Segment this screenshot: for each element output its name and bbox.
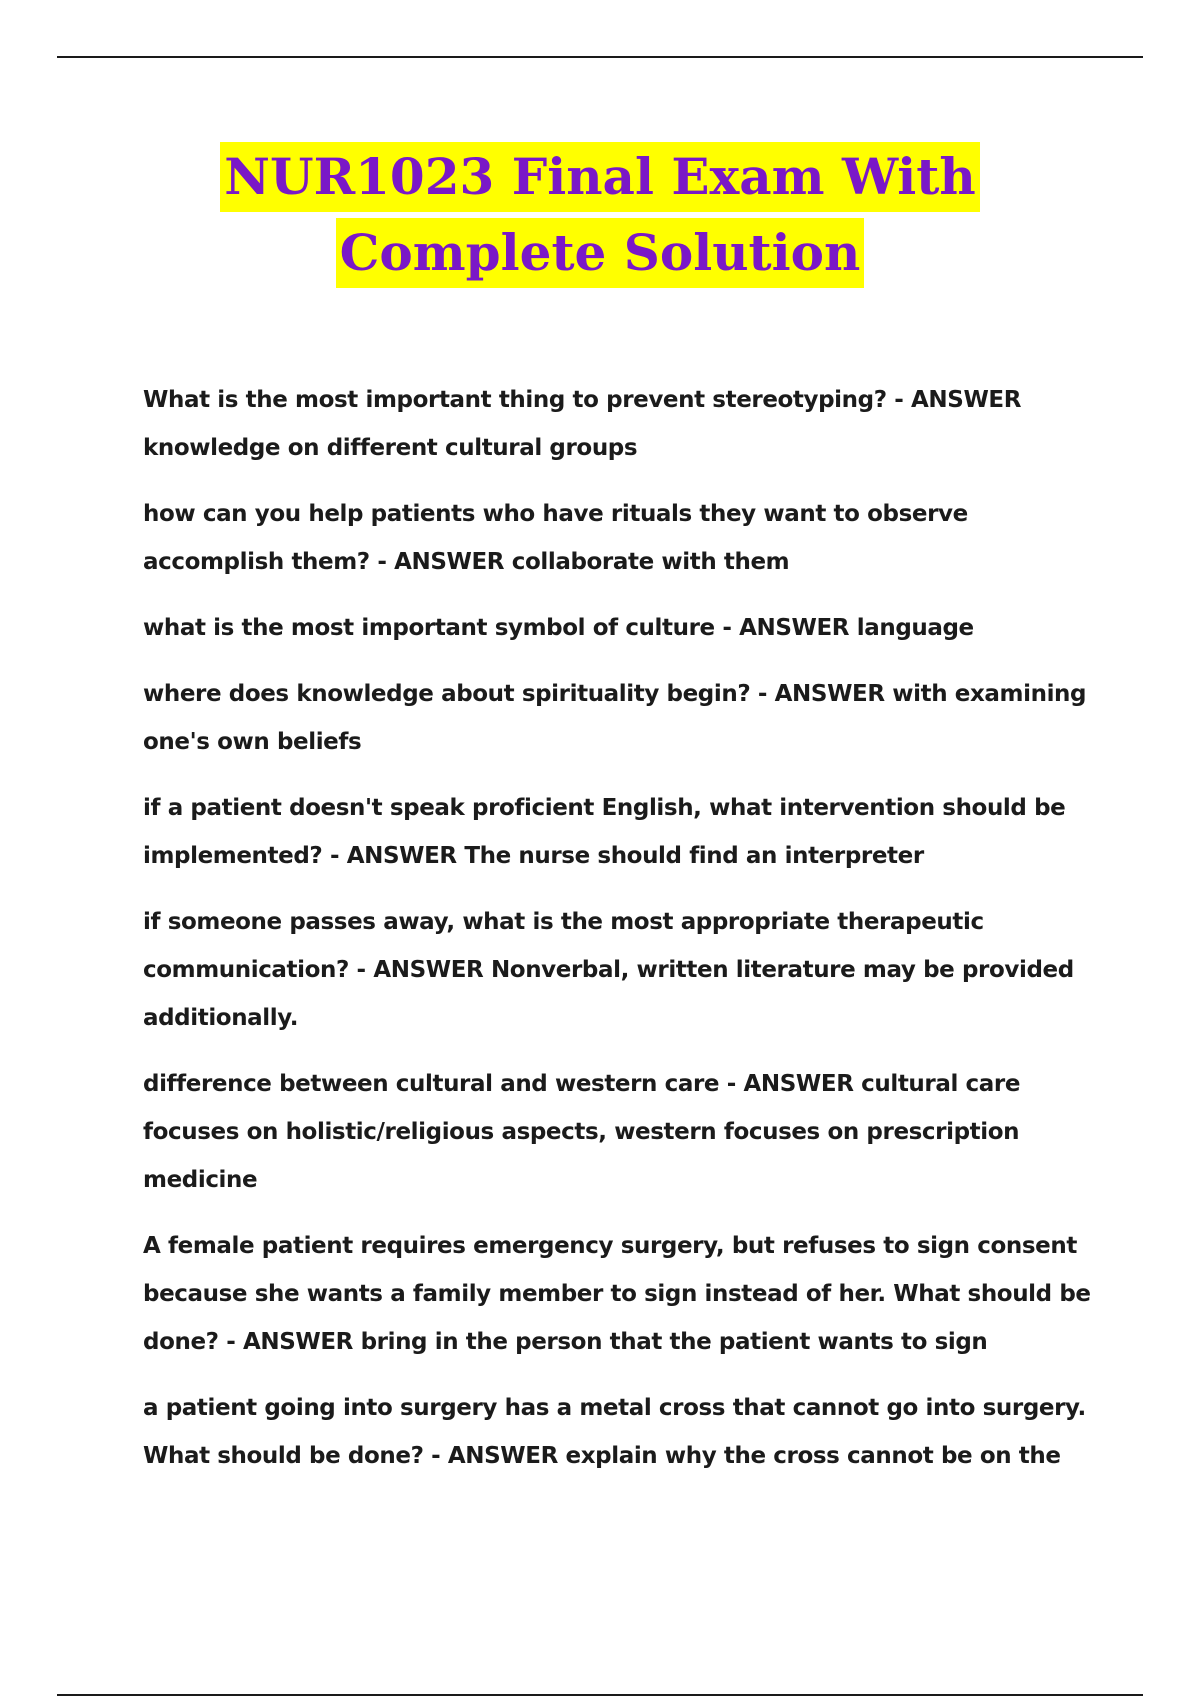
- qa-list: [143, 376, 1098, 1498]
- answer-label: ANSWER: [739, 615, 850, 641]
- question-text: A female patient requires emergency surgery, but refuses to sign consent because she wants a family member to sign instead of her. What should be done?: [143, 1233, 1091, 1355]
- answer-label: ANSWER: [373, 957, 484, 983]
- question-text: What is the most important thing to prevent stereotyping?: [143, 387, 887, 413]
- answer-text: bring in the person that the patient wants to sign: [360, 1329, 988, 1355]
- question-text: difference between cultural and western care: [143, 1071, 720, 1097]
- separator: -: [322, 843, 347, 869]
- answer-text: with examining one's own beliefs: [143, 681, 1087, 755]
- separator: -: [218, 1329, 243, 1355]
- answer-label: ANSWER: [394, 549, 505, 575]
- document-title: [0, 142, 1200, 288]
- answer-label: ANSWER: [911, 387, 1022, 413]
- answer-text: explain why the cross cannot be on the: [565, 1443, 1061, 1469]
- question-text: a patient going into surgery has a metal cross that cannot go into surgery. What should be done?: [143, 1395, 1086, 1469]
- question-text: if someone passes away, what is the most appropriate therapeutic communication?: [143, 909, 984, 983]
- answer-text: knowledge on different cultural groups: [143, 435, 638, 461]
- qa-item: [143, 490, 1098, 586]
- separator: -: [423, 1443, 448, 1469]
- qa-item: [143, 1384, 1098, 1480]
- qa-item: [143, 1222, 1098, 1366]
- separator: -: [348, 957, 374, 983]
- title-line-1: NUR1023 Final Exam With: [220, 142, 979, 212]
- answer-label: ANSWER: [242, 1329, 353, 1355]
- separator: -: [719, 1071, 744, 1097]
- answer-label: ANSWER: [346, 843, 457, 869]
- answer-text: language: [856, 615, 974, 641]
- question-text: where does knowledge about spirituality begin?: [143, 681, 751, 707]
- question-text: how can you help patients who have rituals they want to observe accomplish them?: [143, 501, 968, 575]
- qa-item: [143, 604, 1098, 652]
- question-text: what is the most important symbol of culture: [143, 615, 715, 641]
- question-text: if a patient doesn't speak proficient English, what intervention should be implemented?: [143, 795, 1066, 869]
- answer-text: cultural care focuses on holistic/religious aspects, western focuses on prescription medicine: [143, 1071, 1021, 1193]
- separator: -: [750, 681, 775, 707]
- title-line-2: Complete Solution: [336, 218, 865, 288]
- answer-label: ANSWER: [774, 681, 885, 707]
- answer-text: The nurse should find an interpreter: [464, 843, 924, 869]
- answer-label: ANSWER: [743, 1071, 854, 1097]
- bottom-rule: [57, 1694, 1143, 1696]
- separator: -: [886, 387, 912, 413]
- separator: -: [369, 549, 395, 575]
- qa-item: [143, 898, 1098, 1042]
- separator: -: [714, 615, 740, 641]
- qa-item: [143, 1060, 1098, 1204]
- answer-text: Nonverbal, written literature may be provided additionally.: [143, 957, 1074, 1031]
- answer-text: collaborate with them: [511, 549, 790, 575]
- qa-item: [143, 670, 1098, 766]
- top-rule: [57, 56, 1143, 58]
- answer-label: ANSWER: [447, 1443, 558, 1469]
- qa-item: [143, 784, 1098, 880]
- qa-item: [143, 376, 1098, 472]
